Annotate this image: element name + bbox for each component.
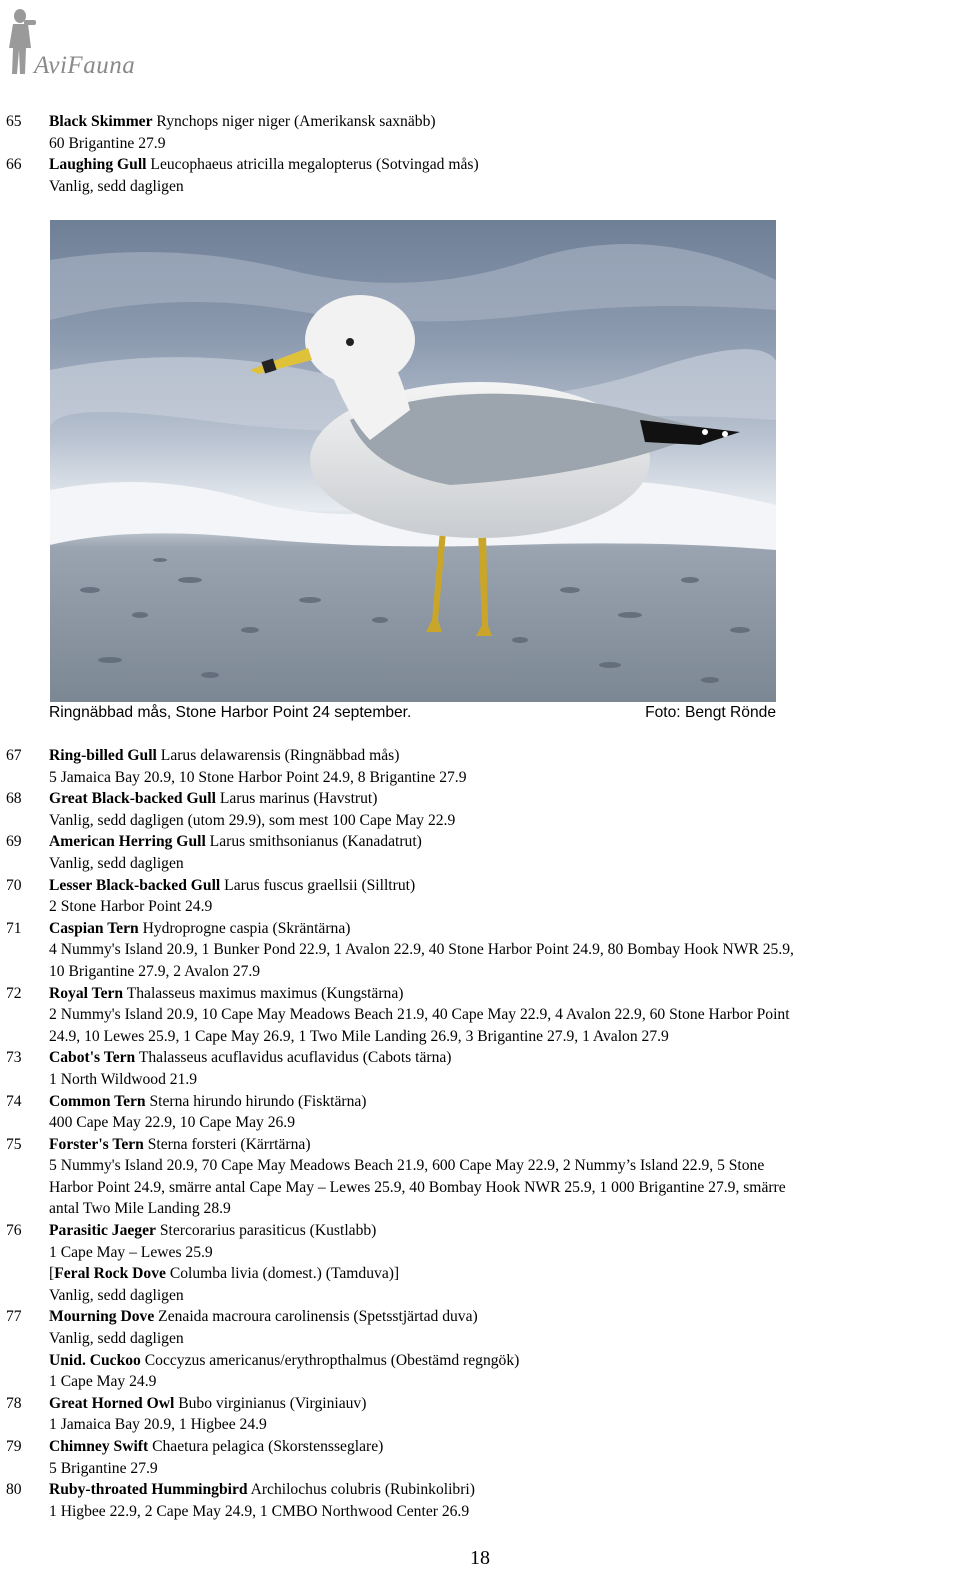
observation-line: 5 Brigantine 27.9 bbox=[49, 1459, 158, 1477]
observation-line: 2 Stone Harbor Point 24.9 bbox=[49, 898, 213, 916]
species-entry bbox=[0, 745, 960, 788]
species-entry bbox=[0, 983, 960, 1048]
observation-line: Harbor Point 24.9, smärre antal Cape May – Lewes 25.9, 40 Bombay Hook NWR 25.9, 1 000 Brigantine 27.9, smärre bbox=[49, 1178, 786, 1196]
species-number: 78 bbox=[6, 1394, 22, 1412]
species-english-name: Forster's Tern bbox=[49, 1135, 144, 1153]
species-heading bbox=[49, 1263, 960, 1285]
observation-line: 5 Nummy's Island 20.9, 70 Cape May Meadows Beach 21.9, 600 Cape May 22.9, 2 Nummy’s Island 22.9, 5 Stone bbox=[49, 1157, 765, 1175]
species-number: 79 bbox=[6, 1438, 22, 1455]
species-scientific-name: Columba livia (domest.) (Tamduva)] bbox=[165, 1265, 400, 1283]
species-scientific-name: Rynchops niger niger (Amerikansk saxnäbb) bbox=[152, 113, 436, 130]
species-english-name: Common Tern bbox=[49, 1092, 146, 1110]
observation-line: antal Two Mile Landing 28.9 bbox=[49, 1200, 231, 1218]
species-english-name: Cabot's Tern bbox=[49, 1049, 136, 1067]
species-number: 76 bbox=[6, 1222, 22, 1240]
species-scientific-name: Larus marinus (Havstrut) bbox=[215, 790, 378, 808]
observation-line: Vanlig, sedd dagligen bbox=[49, 177, 184, 195]
observation-line: 1 Jamaica Bay 20.9, 1 Higbee 24.9 bbox=[49, 1416, 267, 1434]
observation-line: 4 Nummy's Island 20.9, 1 Bunker Pond 22.9, 1 Avalon 22.9, 40 Stone Harbor Point 24.9, 80 Bombay Hook NWR 25.9, bbox=[49, 941, 794, 959]
species-entry bbox=[0, 1436, 960, 1479]
observation-line: Vanlig, sedd dagligen bbox=[49, 854, 184, 872]
page-number: 18 bbox=[470, 1547, 490, 1569]
species-number: 72 bbox=[6, 984, 22, 1002]
species-number: 69 bbox=[6, 833, 22, 851]
species-heading bbox=[49, 831, 960, 853]
species-heading bbox=[49, 875, 960, 897]
species-entry bbox=[0, 1134, 960, 1220]
species-entry bbox=[0, 1047, 960, 1090]
species-number: 80 bbox=[6, 1481, 22, 1499]
species-english-name: Laughing Gull bbox=[49, 156, 147, 174]
species-number: 71 bbox=[6, 919, 22, 937]
species-scientific-name: Sterna hirundo hirundo (Fisktärna) bbox=[145, 1092, 367, 1110]
species-list bbox=[0, 745, 960, 1522]
species-heading bbox=[49, 918, 960, 940]
species-entry bbox=[0, 1091, 960, 1134]
species-heading bbox=[49, 745, 960, 767]
photo-credit: Foto: Bengt Rönde bbox=[645, 704, 776, 721]
species-entry bbox=[0, 1263, 960, 1306]
species-heading bbox=[49, 788, 960, 810]
species-scientific-name: Thalasseus maximus maximus (Kungstärna) bbox=[123, 984, 404, 1002]
species-scientific-name: Zenaida macroura carolinensis (Spetsstjärtad duva) bbox=[154, 1308, 478, 1326]
observation-line: 5 Jamaica Bay 20.9, 10 Stone Harbor Point 24.9, 8 Brigantine 27.9 bbox=[49, 768, 467, 786]
observation-line: 60 Brigantine 27.9 bbox=[49, 134, 166, 152]
species-scientific-name: Chaetura pelagica (Skorstensseglare) bbox=[148, 1438, 384, 1455]
species-scientific-name: Stercorarius parasiticus (Kustlabb) bbox=[155, 1222, 377, 1240]
species-number: 66 bbox=[6, 156, 22, 174]
species-english-name: Feral Rock Dove bbox=[54, 1265, 166, 1283]
observation-line: Vanlig, sedd dagligen bbox=[49, 1286, 184, 1304]
species-heading bbox=[49, 154, 960, 176]
species-heading bbox=[49, 1436, 960, 1458]
species-english-name: Great Horned Owl bbox=[49, 1394, 175, 1412]
species-scientific-name: Larus smithsonianus (Kanadatrut) bbox=[205, 833, 422, 851]
species-scientific-name: Sterna forsteri (Kärrtärna) bbox=[143, 1135, 311, 1153]
logo-text: AviFauna bbox=[34, 52, 136, 79]
species-number: 67 bbox=[6, 747, 22, 764]
observation-line: 1 Higbee 22.9, 2 Cape May 24.9, 1 CMBO Northwood Center 26.9 bbox=[49, 1502, 470, 1520]
species-english-name: Great Black-backed Gull bbox=[49, 790, 216, 808]
species-entry bbox=[0, 154, 960, 197]
species-heading bbox=[49, 1479, 960, 1501]
species-number: 73 bbox=[6, 1049, 22, 1067]
observation-line: 2 Nummy's Island 20.9, 10 Cape May Meadows Beach 21.9, 40 Cape May 22.9, 4 Avalon 22.9, 60 Stone Harbor Point bbox=[49, 1006, 790, 1024]
species-heading bbox=[49, 1047, 960, 1069]
observation-line: 10 Brigantine 27.9, 2 Avalon 27.9 bbox=[49, 962, 261, 980]
species-heading bbox=[49, 111, 960, 133]
species-english-name: Ruby-throated Hummingbird bbox=[49, 1481, 248, 1499]
species-scientific-name: Larus delawarensis (Ringnäbbad mås) bbox=[156, 747, 400, 764]
avifauna-logo bbox=[4, 4, 174, 80]
species-heading bbox=[49, 1091, 960, 1113]
species-entry bbox=[0, 831, 960, 874]
species-entry bbox=[0, 875, 960, 918]
species-entry bbox=[0, 1220, 960, 1263]
species-scientific-name: Bubo virginianus (Virginiauv) bbox=[174, 1394, 367, 1412]
species-english-name: Royal Tern bbox=[49, 984, 124, 1002]
species-english-name: Lesser Black-backed Gull bbox=[49, 876, 221, 894]
species-heading bbox=[49, 1393, 960, 1415]
ring-billed-gull-photo bbox=[50, 220, 776, 702]
observation-line: 1 North Wildwood 21.9 bbox=[49, 1070, 198, 1088]
observation-line: 1 Cape May – Lewes 25.9 bbox=[49, 1243, 213, 1261]
species-english-name: Black Skimmer bbox=[49, 113, 153, 130]
species-number: 74 bbox=[6, 1092, 22, 1110]
observation-line: 24.9, 10 Lewes 25.9, 1 Cape May 26.9, 1 Two Mile Landing 26.9, 3 Brigantine 27.9, 1 Avalon 27.9 bbox=[49, 1027, 669, 1045]
species-english-name: Caspian Tern bbox=[49, 919, 139, 937]
species-heading bbox=[49, 1306, 960, 1328]
species-heading bbox=[49, 1134, 960, 1156]
observation-line: 400 Cape May 22.9, 10 Cape May 26.9 bbox=[49, 1114, 295, 1132]
observation-line: Vanlig, sedd dagligen bbox=[49, 1330, 184, 1348]
species-heading bbox=[49, 1220, 960, 1242]
species-entry bbox=[0, 111, 960, 154]
species-scientific-name: Hydroprogne caspia (Skräntärna) bbox=[138, 919, 351, 937]
species-entry bbox=[0, 1393, 960, 1436]
species-scientific-name: Archilochus colubris (Rubinkolibri) bbox=[247, 1481, 475, 1499]
species-heading bbox=[49, 1350, 960, 1372]
species-entry bbox=[0, 788, 960, 831]
species-number: 70 bbox=[6, 876, 22, 894]
photo-caption: Ringnäbbad mås, Stone Harbor Point 24 september. bbox=[49, 704, 412, 721]
species-number: 68 bbox=[6, 790, 22, 808]
species-number: 65 bbox=[6, 113, 22, 130]
species-heading bbox=[49, 983, 960, 1005]
species-english-name: American Herring Gull bbox=[49, 833, 206, 851]
species-scientific-name: Coccyzus americanus/erythropthalmus (Obestämd regngök) bbox=[140, 1351, 520, 1369]
observation-line: Vanlig, sedd dagligen (utom 29.9), som mest 100 Cape May 22.9 bbox=[49, 811, 456, 829]
observation-line: 1 Cape May 24.9 bbox=[49, 1373, 157, 1391]
species-english-name: Mourning Dove bbox=[49, 1308, 155, 1326]
species-number: 77 bbox=[6, 1308, 22, 1326]
species-list-top bbox=[0, 111, 960, 197]
species-entry bbox=[0, 1479, 960, 1522]
species-number: 75 bbox=[6, 1135, 22, 1153]
species-entry bbox=[0, 918, 960, 983]
species-entry bbox=[0, 1350, 960, 1393]
bracket-open: [ bbox=[49, 1265, 55, 1283]
species-scientific-name: Leucophaeus atricilla megalopterus (Sotvingad mås) bbox=[146, 156, 479, 174]
species-entry bbox=[0, 1306, 960, 1349]
species-english-name: Chimney Swift bbox=[49, 1438, 149, 1455]
species-english-name: Parasitic Jaeger bbox=[49, 1222, 156, 1240]
species-scientific-name: Larus fuscus graellsii (Silltrut) bbox=[220, 876, 416, 894]
species-scientific-name: Thalasseus acuflavidus acuflavidus (Cabots tärna) bbox=[135, 1049, 452, 1067]
species-english-name: Ring-billed Gull bbox=[49, 747, 157, 764]
species-english-name: Unid. Cuckoo bbox=[49, 1351, 141, 1369]
